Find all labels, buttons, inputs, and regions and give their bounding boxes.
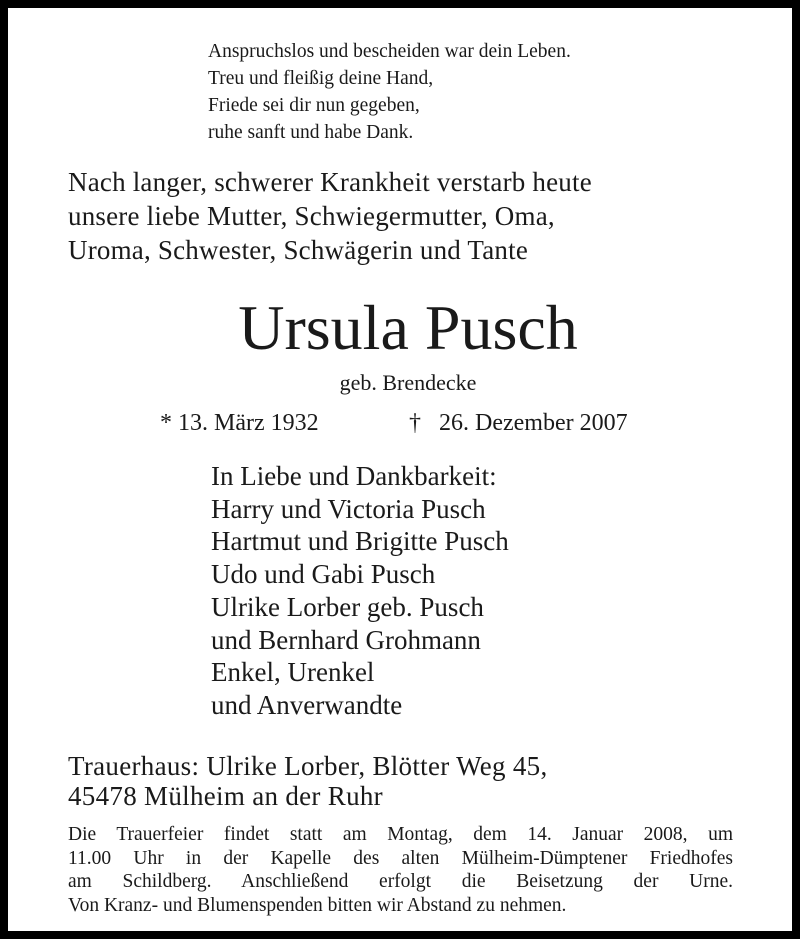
cross-icon: †	[409, 410, 421, 436]
death-announcement	[68, 165, 592, 267]
deceased-name: Ursula Pusch	[238, 292, 578, 363]
mourner-name: Harry und Victoria Pusch	[211, 493, 486, 524]
poem-line: ruhe sanft und habe Dank.	[208, 122, 414, 143]
address-line: Trauerhaus: Ulrike Lorber, Blötter Weg 45,	[68, 751, 548, 781]
mourner-name: Udo und Gabi Pusch	[211, 559, 436, 590]
poem	[208, 38, 571, 146]
death-date: 26. Dezember 2007	[439, 410, 628, 436]
maiden-name: geb. Brendecke	[339, 370, 477, 395]
address-line: 45478 Mülheim an der Ruhr	[68, 781, 383, 811]
mourner-name: Ulrike Lorber geb. Pusch	[211, 591, 484, 622]
notice-line: am Schildberg. Anschließend erfolgt die Beisetzung der Urne.	[68, 871, 733, 892]
poem-line: Treu und fleißig deine Hand,	[208, 68, 434, 89]
mourning-house-address	[68, 751, 548, 811]
announcement-line: Uroma, Schwester, Schwägerin und Tante	[68, 235, 529, 265]
birth-date: * 13. März 1932	[160, 410, 319, 436]
notice-line: Von Kranz- und Blumenspenden bitten wir Abstand zu nehmen.	[68, 894, 567, 916]
mourners-heading: In Liebe und Dankbarkeit:	[211, 461, 497, 491]
announcement-line: Nach langer, schwerer Krankheit verstarb heute	[68, 167, 592, 197]
mourner-name: und Anverwandte	[211, 689, 403, 720]
death-info	[409, 407, 628, 439]
mourner-name: und Bernhard Grohmann	[211, 624, 481, 655]
mourner-name: Enkel, Urenkel	[211, 657, 375, 688]
poem-line: Friede sei dir nun gegeben,	[208, 95, 420, 116]
mourner-name: Hartmut und Brigitte Pusch	[211, 526, 509, 557]
notice-line: 11.00 Uhr in der Kapelle des alten Mülheim-Dümptener Friedhofes	[68, 847, 733, 869]
funeral-notice	[68, 823, 733, 917]
mourners-list	[211, 460, 509, 722]
notice-line: Die Trauerfeier findet statt am Montag, dem 14. Januar 2008, um	[68, 824, 733, 845]
poem-line: Anspruchslos und bescheiden war dein Leben.	[208, 41, 571, 62]
announcement-line: unsere liebe Mutter, Schwiegermutter, Oma,	[68, 201, 555, 231]
